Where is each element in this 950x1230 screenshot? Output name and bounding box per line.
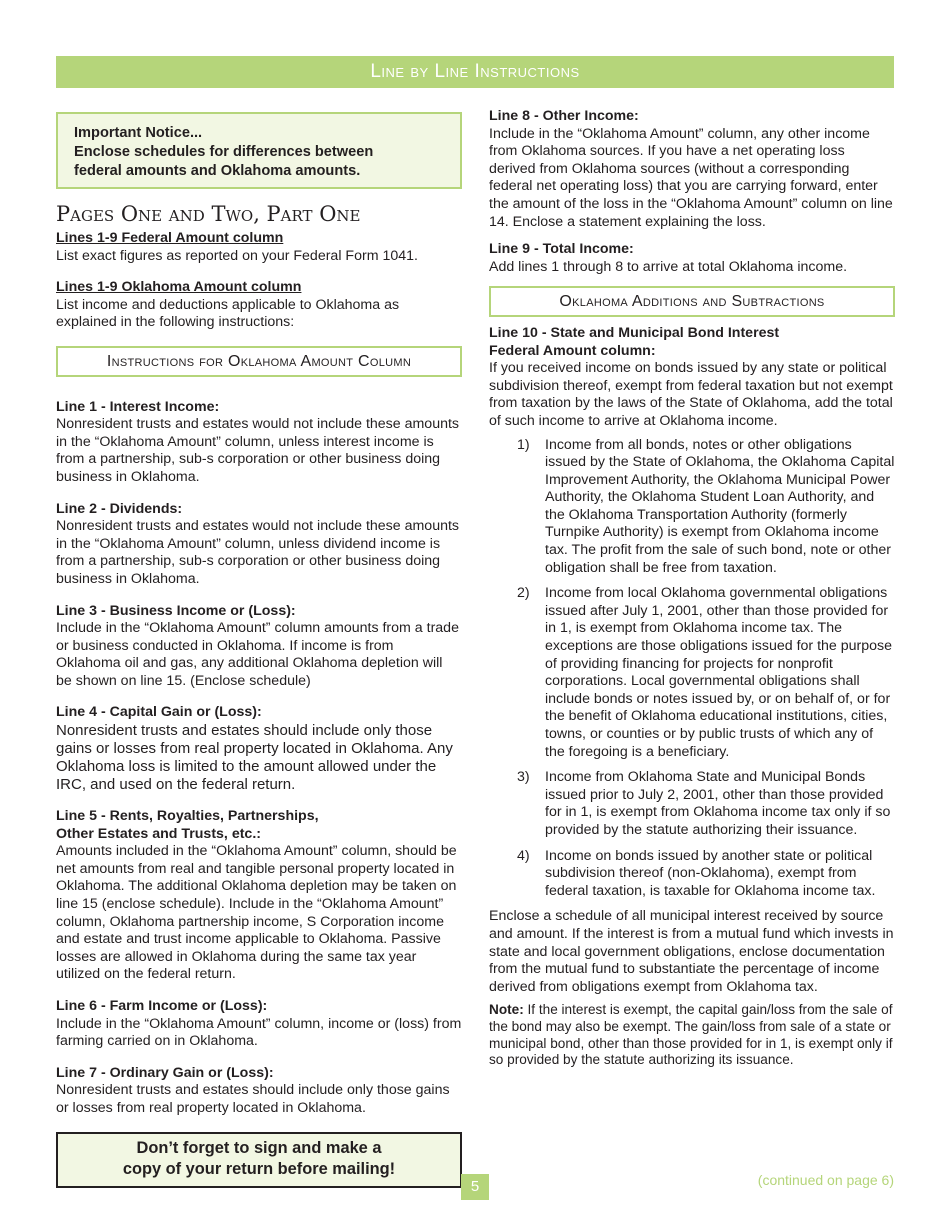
important-notice-box [56,112,462,189]
line-2-heading: Line 2 - Dividends: [56,500,183,517]
line-3-heading: Line 3 - Business Income or (Loss): [56,602,296,619]
line-5-heading: Line 5 - Rents, Royalties, Partnerships, [56,808,319,825]
exemption-list [489,437,895,901]
additions-box-heading: Oklahoma Additions and Subtractions [489,286,895,317]
line-2-text: Nonresident trusts and estates would not include these amounts in the “Oklahoma Amount” column, unless dividend income is from a partnership, sub-s corporation or other business doing business in Oklahoma. [56,518,460,587]
line-6-text: Include in the “Oklahoma Amount” column, income or (loss) from farming carried on in Oklahoma. [56,1015,462,1050]
line-8-heading: Line 8 - Other Income: [489,108,639,124]
line-3-text: Include in the “Oklahoma Amount” column amounts from a trade or business conducted in Oklahoma. If income is from Oklahoma oil and gas, any additional Oklahoma depletion will be shown on line 15. (Enclose schedule) [56,620,459,689]
list-item [489,585,895,761]
line-8-text: Include in the “Oklahoma Amount” column, any other income from Oklahoma sources. If you have a net operating loss derived from Oklahoma sources (without a corresponding federal net operating loss) that you are carrying forward, enter the amount of the loss in the “Oklahoma Amount” column on line 14. Enclose a statement explaining the loss. [489,125,893,230]
sign-reminder-line-2: copy of your return before mailing! [122,1159,396,1178]
note-text: If the interest is exempt, the capital gain/loss from the sale of the bond may also be exempt. The gain/loss from sale of a state or municipal bond, other than those provided for in 1, is exempt only if so provided by the statute authorizing its issuance. [489,1002,893,1068]
list-item-number: 2) [517,585,530,602]
line-4-text: Nonresident trusts and estates should include only those gains or losses from real property located in Oklahoma. Any Oklahoma loss is limited to the amount allowed under the IRC, and used on the federal return. [56,722,453,794]
line-5-text: Amounts included in the “Oklahoma Amount” column, should be net amounts from real and tangible personal property located in Oklahoma. The additional Oklahoma depletion may be taken on line 15 (enclose schedule). Include in the “Oklahoma Amount” column, Oklahoma partnership income, S Corporation income and estate and trust income applicable to Oklahoma. Passive losses are allowed in Oklahoma during the same tax year utilized on the federal return. [56,843,457,983]
section-title: Pages One and Two, Part One [56,202,361,226]
line-7-heading: Line 7 - Ordinary Gain or (Loss): [56,1064,274,1081]
line-1-heading: Line 1 - Interest Income: [56,398,220,415]
sign-reminder-line-1: Don’t forget to sign and make a [136,1138,382,1157]
note-paragraph [489,1002,895,1068]
line-9-heading: Line 9 - Total Income: [489,241,634,258]
instructions-box-heading: Instructions for Oklahoma Amount Column [56,346,462,377]
list-item-number: 1) [517,436,530,453]
continued-note: (continued on page 6) [757,1172,894,1188]
notice-line-1: Important Notice... [74,125,203,141]
line-5-heading-cont: Other Estates and Trusts, etc.: [56,825,261,842]
right-column [489,108,895,1069]
line-10-text: If you received income on bonds issued by any state or political subdivision thereof, exempt from federal taxation but not exempt from taxation by the laws of the State of Oklahoma, add the total of such income to arrive at Oklahoma income. [489,360,893,429]
list-item-text: Income from local Oklahoma governmental obligations issued after July 1, 2001, other than those provided for in 1, is exempt from Oklahoma income tax. The exceptions are those obligations issued for the purpose of providing financing for projects for nonprofit corporations. Local governmental obligations shall include bonds or notes issued by, or on behalf of, or for the benefit of Oklahoma educational institutions, cities, towns, or counties or by public trusts of which any of the foregoing is a beneficiary. [545,585,893,760]
page-banner: Line by Line Instructions [56,56,894,88]
list-item-text: Income on bonds issued by another state or political subdivision thereof (non-Oklahoma), exempt from federal taxation, is taxable for Oklahoma income tax. [545,847,876,899]
line-4-heading: Line 4 - Capital Gain or (Loss): [56,704,262,721]
line-7-text: Nonresident trusts and estates should include only those gains or losses from real property located in Oklahoma. [56,1082,450,1116]
notice-line-3: federal amounts and Oklahoma amounts. [74,163,361,179]
page-number: 5 [461,1174,489,1200]
list-item-number: 3) [517,769,530,786]
notice-line-2: Enclose schedules for differences between [74,144,374,160]
line-1-text: Nonresident trusts and estates would not include these amounts in the “Oklahoma Amount” column, unless interest income is from a partnership, sub-s corporation or other business doing business in Oklahoma. [56,416,460,485]
list-item-number: 4) [517,847,530,864]
list-item-text: Income from all bonds, notes or other obligations issued by the State of Oklahoma, the Oklahoma Capital Improvement Authority, the Oklahoma Municipal Power Authority, the Oklahoma Student Loan Authority, and the Oklahoma Transportation Authority (formerly Turnpike Authority) is exempt from Oklahoma income tax. The profit from the sale of such bond, note or other obligation shall be free from taxation. [545,436,895,576]
oklahoma-column-heading: Lines 1-9 Oklahoma Amount column [56,279,302,296]
list-item [489,848,895,901]
line-9-text: Add lines 1 through 8 to arrive at total Oklahoma income. [489,258,848,275]
enclose-schedule-text: Enclose a schedule of all municipal interest received by source and amount. If the interest is from a mutual fund which invests in state and local government obligations, enclose documentation from the mutual fund to substantiate the percentage of income derived from obligations exempt from Oklahoma tax. [489,908,894,995]
oklahoma-column-text: List income and deductions applicable to Oklahoma as explained in the following instructions: [56,296,400,331]
federal-column-heading: Lines 1-9 Federal Amount column [56,230,284,246]
line-6-heading: Line 6 - Farm Income or (Loss): [56,998,268,1014]
federal-column-text: List exact figures as reported on your Federal Form 1041. [56,247,418,264]
left-column [56,112,462,1188]
line-10-heading-cont: Federal Amount column: [489,342,656,359]
note-label: Note: [489,1002,524,1018]
list-item [489,437,895,578]
line-10-heading: Line 10 - State and Municipal Bond Interest [489,324,780,341]
list-item [489,769,895,839]
sign-reminder-box [56,1132,462,1188]
list-item-text: Income from Oklahoma State and Municipal Bonds issued prior to July 2, 2001, other than those provided for in 1, is exempt from Oklahoma income tax only if so provided by the statute authorizing their issuance. [545,769,891,838]
